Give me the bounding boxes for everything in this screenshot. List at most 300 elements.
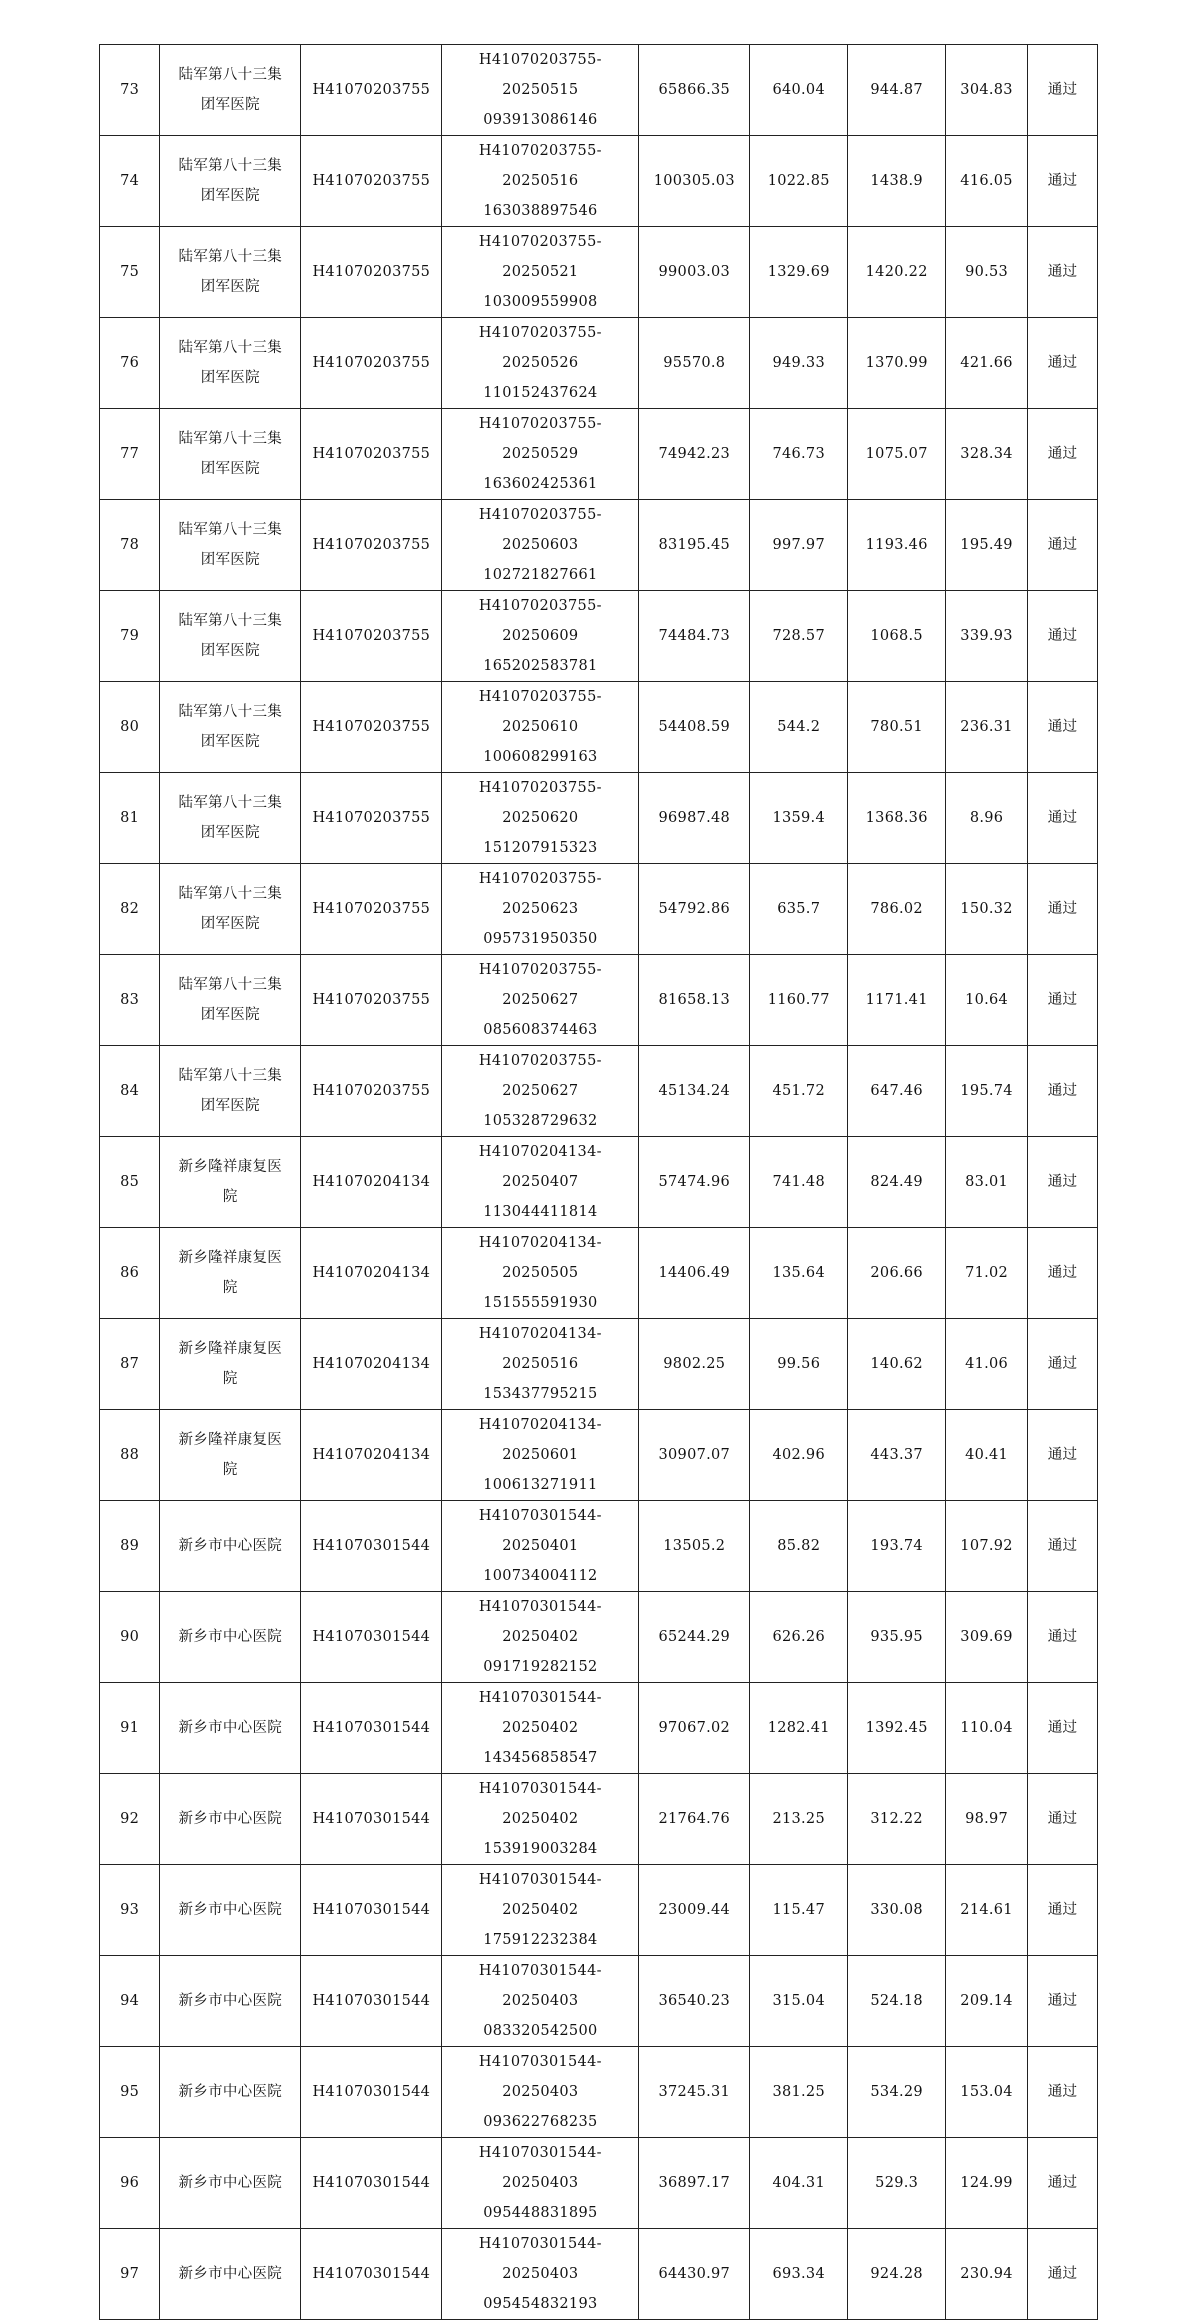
table-row: [100, 136, 1098, 227]
record-id-cell-line-1: H41070301544-20250403: [478, 2145, 602, 2191]
hospital-code-cell: H41070301544: [301, 1592, 442, 1683]
status-cell: 通过: [1027, 1046, 1097, 1137]
difference-cell: 153.04: [946, 2047, 1028, 2138]
record-id-cell-line-2: 095448831895: [483, 2205, 598, 2221]
total-amount-cell: 57474.96: [639, 1137, 750, 1228]
record-id-cell-line-2: 163602425361: [483, 476, 598, 492]
difference-cell: 328.34: [946, 409, 1028, 500]
difference-cell: 236.31: [946, 682, 1028, 773]
amount-b-cell: 330.08: [848, 1865, 946, 1956]
row-number-cell: 77: [100, 409, 160, 500]
status-cell: 通过: [1027, 227, 1097, 318]
record-id-cell: [442, 45, 639, 136]
total-amount-cell: 13505.2: [639, 1501, 750, 1592]
table-row: [100, 1865, 1098, 1956]
hospital-code-cell: H41070204134: [301, 1410, 442, 1501]
row-number-cell: 79: [100, 591, 160, 682]
amount-a-cell: 741.48: [750, 1137, 848, 1228]
row-number-cell: 97: [100, 2229, 160, 2320]
status-cell: 通过: [1027, 500, 1097, 591]
hospital-name-cell: [160, 136, 301, 227]
table-row: [100, 318, 1098, 409]
amount-b-cell: 140.62: [848, 1319, 946, 1410]
hospital-code-cell: H41070301544: [301, 1956, 442, 2047]
amount-b-cell: 944.87: [848, 45, 946, 136]
table-row: [100, 2047, 1098, 2138]
hospital-name-cell: [160, 318, 301, 409]
hospital-code-cell: H41070203755: [301, 1046, 442, 1137]
record-id-cell: [442, 1501, 639, 1592]
status-cell: 通过: [1027, 136, 1097, 227]
table-row: [100, 1228, 1098, 1319]
hospital-code-cell: H41070203755: [301, 955, 442, 1046]
hospital-name-cell: 新乡市中心医院: [160, 2229, 301, 2320]
row-number-cell: 87: [100, 1319, 160, 1410]
table-row: [100, 1501, 1098, 1592]
difference-cell: 309.69: [946, 1592, 1028, 1683]
difference-cell: 416.05: [946, 136, 1028, 227]
amount-a-cell: 115.47: [750, 1865, 848, 1956]
hospital-name-cell: [160, 1137, 301, 1228]
hospital-name-cell: [160, 682, 301, 773]
hospital-name-cell: 新乡市中心医院: [160, 1956, 301, 2047]
hospital-name-cell: [160, 955, 301, 1046]
total-amount-cell: 54408.59: [639, 682, 750, 773]
total-amount-cell: 74942.23: [639, 409, 750, 500]
hospital-name-cell-line-2: 院: [222, 1280, 238, 1296]
amount-a-cell: 693.34: [750, 2229, 848, 2320]
hospital-name-cell: [160, 500, 301, 591]
difference-cell: 195.74: [946, 1046, 1028, 1137]
hospital-name-cell-line-1: 陆军第八十三集: [178, 340, 283, 356]
amount-b-cell: 1171.41: [848, 955, 946, 1046]
record-id-cell-line-1: H41070203755-20250609: [478, 598, 602, 644]
hospital-name-cell: 新乡市中心医院: [160, 2047, 301, 2138]
amount-b-cell: 1068.5: [848, 591, 946, 682]
amount-b-cell: 534.29: [848, 2047, 946, 2138]
amount-b-cell: 312.22: [848, 1774, 946, 1865]
row-number-cell: 82: [100, 864, 160, 955]
hospital-name-cell-line-1: 陆军第八十三集: [178, 67, 283, 83]
status-cell: 通过: [1027, 682, 1097, 773]
hospital-code-cell: H41070203755: [301, 591, 442, 682]
hospital-code-cell: H41070204134: [301, 1319, 442, 1410]
table-row: [100, 1046, 1098, 1137]
hospital-name-cell-line-2: 团军医院: [200, 643, 260, 659]
row-number-cell: 96: [100, 2138, 160, 2229]
hospital-code-cell: H41070203755: [301, 864, 442, 955]
table-row: [100, 773, 1098, 864]
difference-cell: 304.83: [946, 45, 1028, 136]
table-row: [100, 591, 1098, 682]
record-id-cell: [442, 2138, 639, 2229]
row-number-cell: 95: [100, 2047, 160, 2138]
hospital-name-cell-line-2: 团军医院: [200, 370, 260, 386]
record-id-cell-line-2: 093913086146: [483, 112, 598, 128]
difference-cell: 41.06: [946, 1319, 1028, 1410]
hospital-name-cell-line-1: 陆军第八十三集: [178, 613, 283, 629]
difference-cell: 40.41: [946, 1410, 1028, 1501]
record-id-cell-line-1: H41070203755-20250623: [478, 871, 602, 917]
hospital-name-cell-line-1: 陆军第八十三集: [178, 158, 283, 174]
record-id-cell-line-2: 143456858547: [483, 1750, 598, 1766]
hospital-name-cell: 新乡市中心医院: [160, 1501, 301, 1592]
record-id-cell-line-2: 151555591930: [483, 1295, 598, 1311]
total-amount-cell: 97067.02: [639, 1683, 750, 1774]
hospital-name-cell-line-1: 新乡隆祥康复医: [178, 1341, 283, 1357]
hospital-name-cell-line-2: 团军医院: [200, 1007, 260, 1023]
record-id-cell-line-1: H41070203755-20250620: [478, 780, 602, 826]
record-id-cell-line-1: H41070203755-20250627: [478, 962, 602, 1008]
table-row: [100, 2229, 1098, 2320]
hospital-code-cell: H41070204134: [301, 1228, 442, 1319]
row-number-cell: 90: [100, 1592, 160, 1683]
record-id-cell-line-1: H41070203755-20250521: [478, 234, 602, 280]
record-id-cell-line-2: 102721827661: [483, 567, 598, 583]
hospital-name-cell: [160, 227, 301, 318]
hospital-name-cell-line-1: 陆军第八十三集: [178, 522, 283, 538]
total-amount-cell: 65244.29: [639, 1592, 750, 1683]
hospital-name-cell: [160, 1319, 301, 1410]
amount-b-cell: 1368.36: [848, 773, 946, 864]
record-id-cell: [442, 409, 639, 500]
hospital-code-cell: H41070203755: [301, 318, 442, 409]
record-id-cell: [442, 864, 639, 955]
amount-a-cell: 1359.4: [750, 773, 848, 864]
record-id-cell-line-1: H41070203755-20250603: [478, 507, 602, 553]
amount-a-cell: 640.04: [750, 45, 848, 136]
amount-a-cell: 402.96: [750, 1410, 848, 1501]
record-id-cell-line-2: 153919003284: [483, 1841, 598, 1857]
amount-b-cell: 1075.07: [848, 409, 946, 500]
hospital-name-cell-line-1: 新乡隆祥康复医: [178, 1159, 283, 1175]
amount-a-cell: 315.04: [750, 1956, 848, 2047]
total-amount-cell: 64430.97: [639, 2229, 750, 2320]
total-amount-cell: 99003.03: [639, 227, 750, 318]
data-table: [99, 44, 1098, 2320]
difference-cell: 150.32: [946, 864, 1028, 955]
record-id-cell: [442, 1592, 639, 1683]
hospital-code-cell: H41070203755: [301, 773, 442, 864]
total-amount-cell: 23009.44: [639, 1865, 750, 1956]
record-id-cell-line-1: H41070204134-20250407: [478, 1144, 602, 1190]
row-number-cell: 94: [100, 1956, 160, 2047]
hospital-code-cell: H41070203755: [301, 682, 442, 773]
status-cell: 通过: [1027, 1774, 1097, 1865]
table-body: [100, 45, 1098, 2320]
hospital-name-cell: [160, 773, 301, 864]
status-cell: 通过: [1027, 1592, 1097, 1683]
table-row: [100, 1774, 1098, 1865]
difference-cell: 10.64: [946, 955, 1028, 1046]
amount-a-cell: 1329.69: [750, 227, 848, 318]
total-amount-cell: 36540.23: [639, 1956, 750, 2047]
status-cell: 通过: [1027, 955, 1097, 1046]
hospital-name-cell: [160, 591, 301, 682]
total-amount-cell: 36897.17: [639, 2138, 750, 2229]
amount-a-cell: 1160.77: [750, 955, 848, 1046]
difference-cell: 421.66: [946, 318, 1028, 409]
record-id-cell-line-2: 110152437624: [483, 385, 598, 401]
amount-b-cell: 1370.99: [848, 318, 946, 409]
total-amount-cell: 74484.73: [639, 591, 750, 682]
hospital-code-cell: H41070203755: [301, 409, 442, 500]
amount-a-cell: 85.82: [750, 1501, 848, 1592]
row-number-cell: 93: [100, 1865, 160, 1956]
record-id-cell: [442, 955, 639, 1046]
amount-b-cell: 443.37: [848, 1410, 946, 1501]
record-id-cell-line-1: H41070301544-20250402: [478, 1690, 602, 1736]
record-id-cell-line-1: H41070301544-20250402: [478, 1872, 602, 1918]
table-row: [100, 45, 1098, 136]
status-cell: 通过: [1027, 45, 1097, 136]
difference-cell: 8.96: [946, 773, 1028, 864]
total-amount-cell: 95570.8: [639, 318, 750, 409]
hospital-name-cell-line-2: 团军医院: [200, 734, 260, 750]
amount-b-cell: 1392.45: [848, 1683, 946, 1774]
row-number-cell: 83: [100, 955, 160, 1046]
amount-a-cell: 213.25: [750, 1774, 848, 1865]
status-cell: 通过: [1027, 864, 1097, 955]
record-id-cell: [442, 1228, 639, 1319]
difference-cell: 71.02: [946, 1228, 1028, 1319]
record-id-cell-line-2: 093622768235: [483, 2114, 598, 2130]
table-row: [100, 1137, 1098, 1228]
hospital-code-cell: H41070301544: [301, 2047, 442, 2138]
record-id-cell-line-1: H41070203755-20250627: [478, 1053, 602, 1099]
record-id-cell-line-1: H41070203755-20250529: [478, 416, 602, 462]
amount-a-cell: 135.64: [750, 1228, 848, 1319]
status-cell: 通过: [1027, 409, 1097, 500]
hospital-name-cell-line-2: 院: [222, 1462, 238, 1478]
record-id-cell-line-2: 105328729632: [483, 1113, 598, 1129]
amount-b-cell: 524.18: [848, 1956, 946, 2047]
status-cell: 通过: [1027, 1137, 1097, 1228]
amount-b-cell: 193.74: [848, 1501, 946, 1592]
row-number-cell: 86: [100, 1228, 160, 1319]
record-id-cell-line-1: H41070203755-20250515: [478, 52, 602, 98]
hospital-code-cell: H41070301544: [301, 2229, 442, 2320]
table-row: [100, 500, 1098, 591]
hospital-code-cell: H41070301544: [301, 1865, 442, 1956]
hospital-name-cell: 新乡市中心医院: [160, 1774, 301, 1865]
hospital-name-cell: [160, 1046, 301, 1137]
hospital-name-cell: [160, 1410, 301, 1501]
record-id-cell-line-1: H41070204134-20250516: [478, 1326, 602, 1372]
record-id-cell-line-2: 100608299163: [483, 749, 598, 765]
status-cell: 通过: [1027, 1410, 1097, 1501]
row-number-cell: 73: [100, 45, 160, 136]
difference-cell: 195.49: [946, 500, 1028, 591]
hospital-code-cell: H41070301544: [301, 1683, 442, 1774]
hospital-name-cell-line-1: 新乡隆祥康复医: [178, 1250, 283, 1266]
row-number-cell: 91: [100, 1683, 160, 1774]
record-id-cell-line-1: H41070301544-20250403: [478, 1963, 602, 2009]
record-id-cell-line-2: 095454832193: [483, 2296, 598, 2312]
hospital-code-cell: H41070203755: [301, 227, 442, 318]
table-row: [100, 682, 1098, 773]
row-number-cell: 81: [100, 773, 160, 864]
hospital-name-cell-line-2: 团军医院: [200, 916, 260, 932]
hospital-name-cell: [160, 864, 301, 955]
hospital-code-cell: H41070301544: [301, 1774, 442, 1865]
total-amount-cell: 96987.48: [639, 773, 750, 864]
row-number-cell: 84: [100, 1046, 160, 1137]
record-id-cell-line-2: 175912232384: [483, 1932, 598, 1948]
amount-a-cell: 746.73: [750, 409, 848, 500]
record-id-cell-line-1: H41070203755-20250526: [478, 325, 602, 371]
status-cell: 通过: [1027, 1228, 1097, 1319]
record-id-cell-line-2: 113044411814: [483, 1204, 598, 1220]
record-id-cell: [442, 227, 639, 318]
record-id-cell-line-2: 165202583781: [483, 658, 598, 674]
total-amount-cell: 81658.13: [639, 955, 750, 1046]
amount-b-cell: 786.02: [848, 864, 946, 955]
row-number-cell: 85: [100, 1137, 160, 1228]
record-id-cell: [442, 2229, 639, 2320]
record-id-cell-line-1: H41070203755-20250516: [478, 143, 602, 189]
hospital-name-cell: [160, 409, 301, 500]
record-id-cell-line-1: H41070301544-20250403: [478, 2236, 602, 2282]
difference-cell: 107.92: [946, 1501, 1028, 1592]
total-amount-cell: 100305.03: [639, 136, 750, 227]
row-number-cell: 78: [100, 500, 160, 591]
table-row: [100, 1319, 1098, 1410]
difference-cell: 124.99: [946, 2138, 1028, 2229]
amount-a-cell: 635.7: [750, 864, 848, 955]
table-row: [100, 1592, 1098, 1683]
difference-cell: 230.94: [946, 2229, 1028, 2320]
hospital-name-cell-line-2: 团军医院: [200, 552, 260, 568]
record-id-cell-line-1: H41070203755-20250610: [478, 689, 602, 735]
hospital-name-cell-line-2: 院: [222, 1189, 238, 1205]
total-amount-cell: 54792.86: [639, 864, 750, 955]
amount-a-cell: 728.57: [750, 591, 848, 682]
status-cell: 通过: [1027, 773, 1097, 864]
status-cell: 通过: [1027, 318, 1097, 409]
record-id-cell-line-1: H41070301544-20250403: [478, 2054, 602, 2100]
amount-b-cell: 647.46: [848, 1046, 946, 1137]
record-id-cell-line-2: 100734004112: [483, 1568, 598, 1584]
total-amount-cell: 30907.07: [639, 1410, 750, 1501]
hospital-name-cell-line-2: 团军医院: [200, 97, 260, 113]
record-id-cell-line-2: 100613271911: [483, 1477, 598, 1493]
row-number-cell: 76: [100, 318, 160, 409]
hospital-code-cell: H41070203755: [301, 500, 442, 591]
record-id-cell: [442, 318, 639, 409]
amount-a-cell: 997.97: [750, 500, 848, 591]
record-id-cell-line-2: 151207915323: [483, 840, 598, 856]
hospital-code-cell: H41070204134: [301, 1137, 442, 1228]
amount-b-cell: 780.51: [848, 682, 946, 773]
record-id-cell-line-1: H41070301544-20250402: [478, 1781, 602, 1827]
status-cell: 通过: [1027, 1865, 1097, 1956]
amount-a-cell: 381.25: [750, 2047, 848, 2138]
amount-a-cell: 451.72: [750, 1046, 848, 1137]
status-cell: 通过: [1027, 1683, 1097, 1774]
hospital-name-cell-line-2: 团军医院: [200, 279, 260, 295]
record-id-cell-line-2: 083320542500: [483, 2023, 598, 2039]
difference-cell: 110.04: [946, 1683, 1028, 1774]
total-amount-cell: 45134.24: [639, 1046, 750, 1137]
record-id-cell: [442, 1683, 639, 1774]
record-id-cell-line-1: H41070301544-20250401: [478, 1508, 602, 1554]
hospital-code-cell: H41070203755: [301, 45, 442, 136]
table-row: [100, 955, 1098, 1046]
table-row: [100, 1956, 1098, 2047]
amount-b-cell: 924.28: [848, 2229, 946, 2320]
difference-cell: 83.01: [946, 1137, 1028, 1228]
hospital-name-cell-line-1: 陆军第八十三集: [178, 249, 283, 265]
table-row: [100, 2138, 1098, 2229]
hospital-name-cell: 新乡市中心医院: [160, 1592, 301, 1683]
amount-b-cell: 1438.9: [848, 136, 946, 227]
hospital-name-cell-line-1: 陆军第八十三集: [178, 795, 283, 811]
record-id-cell-line-2: 103009559908: [483, 294, 598, 310]
record-id-cell: [442, 1865, 639, 1956]
record-id-cell: [442, 1319, 639, 1410]
hospital-name-cell: [160, 1228, 301, 1319]
amount-a-cell: 626.26: [750, 1592, 848, 1683]
status-cell: 通过: [1027, 2047, 1097, 2138]
amount-b-cell: 935.95: [848, 1592, 946, 1683]
record-id-cell: [442, 500, 639, 591]
hospital-name-cell-line-1: 陆军第八十三集: [178, 886, 283, 902]
total-amount-cell: 37245.31: [639, 2047, 750, 2138]
row-number-cell: 88: [100, 1410, 160, 1501]
hospital-name-cell: 新乡市中心医院: [160, 1683, 301, 1774]
record-id-cell: [442, 1956, 639, 2047]
status-cell: 通过: [1027, 2138, 1097, 2229]
hospital-name-cell: 新乡市中心医院: [160, 1865, 301, 1956]
record-id-cell-line-2: 153437795215: [483, 1386, 598, 1402]
amount-b-cell: 529.3: [848, 2138, 946, 2229]
hospital-name-cell-line-2: 团军医院: [200, 1098, 260, 1114]
hospital-name-cell-line-2: 团军医院: [200, 188, 260, 204]
record-id-cell: [442, 591, 639, 682]
row-number-cell: 80: [100, 682, 160, 773]
hospital-name-cell-line-2: 团军医院: [200, 461, 260, 477]
record-id-cell: [442, 1137, 639, 1228]
amount-b-cell: 824.49: [848, 1137, 946, 1228]
table-row: [100, 1410, 1098, 1501]
hospital-name-cell-line-1: 陆军第八十三集: [178, 1068, 283, 1084]
amount-a-cell: 949.33: [750, 318, 848, 409]
status-cell: 通过: [1027, 591, 1097, 682]
record-id-cell-line-1: H41070204134-20250505: [478, 1235, 602, 1281]
hospital-name-cell-line-1: 新乡隆祥康复医: [178, 1432, 283, 1448]
hospital-code-cell: H41070203755: [301, 136, 442, 227]
hospital-name-cell: 新乡市中心医院: [160, 2138, 301, 2229]
difference-cell: 214.61: [946, 1865, 1028, 1956]
hospital-name-cell-line-2: 团军医院: [200, 825, 260, 841]
record-id-cell-line-1: H41070301544-20250402: [478, 1599, 602, 1645]
status-cell: 通过: [1027, 1501, 1097, 1592]
difference-cell: 98.97: [946, 1774, 1028, 1865]
row-number-cell: 74: [100, 136, 160, 227]
amount-b-cell: 1420.22: [848, 227, 946, 318]
difference-cell: 209.14: [946, 1956, 1028, 2047]
total-amount-cell: 9802.25: [639, 1319, 750, 1410]
status-cell: 通过: [1027, 2229, 1097, 2320]
hospital-name-cell-line-1: 陆军第八十三集: [178, 977, 283, 993]
total-amount-cell: 65866.35: [639, 45, 750, 136]
amount-a-cell: 99.56: [750, 1319, 848, 1410]
hospital-name-cell-line-2: 院: [222, 1371, 238, 1387]
record-id-cell-line-2: 085608374463: [483, 1022, 598, 1038]
record-id-cell: [442, 1774, 639, 1865]
status-cell: 通过: [1027, 1319, 1097, 1410]
